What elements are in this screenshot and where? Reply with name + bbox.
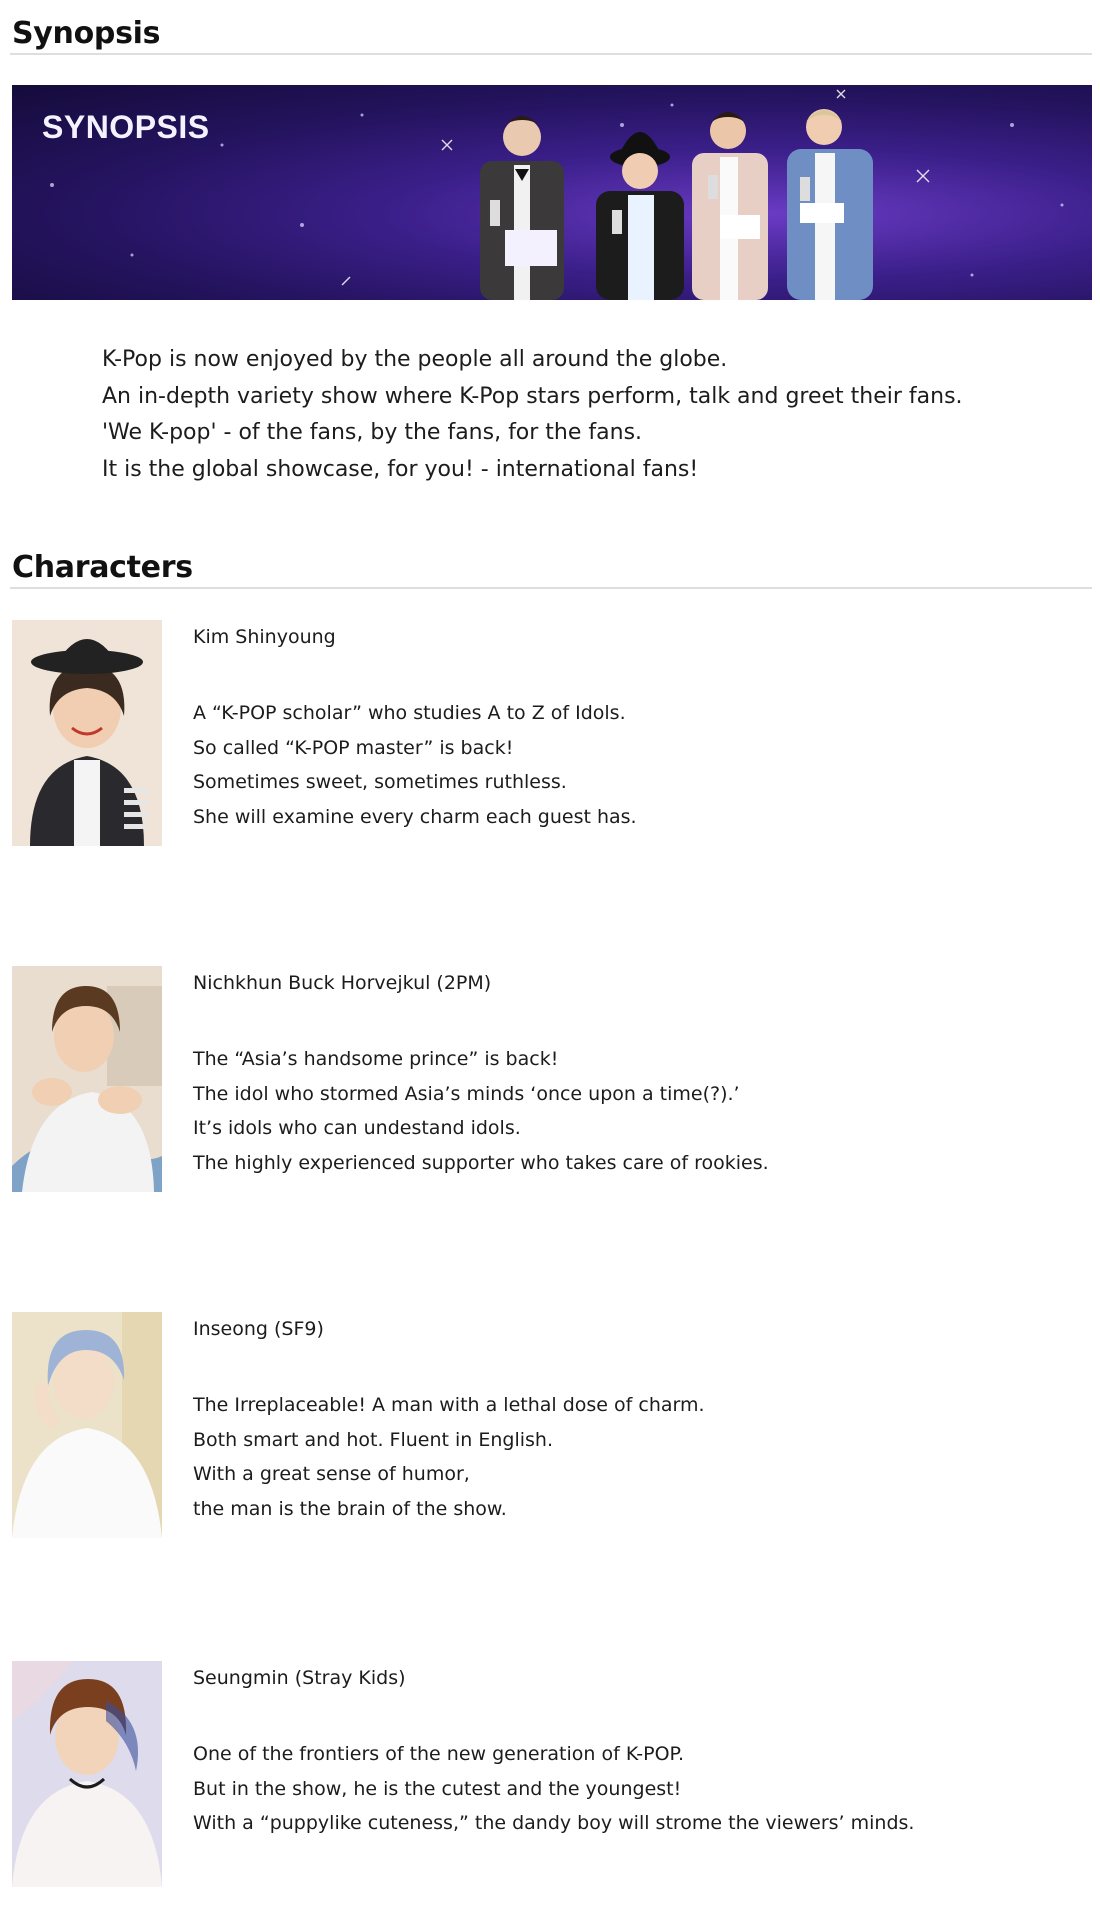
description-line: So called “K-POP master” is back! — [193, 736, 514, 759]
synopsis-line: It is the global showcase, for you! - international fans! — [102, 456, 699, 482]
description-line: the man is the brain of the show. — [193, 1497, 507, 1520]
character-card — [12, 1312, 1092, 1538]
character-name: Nichkhun Buck Horvejkul (2PM) — [193, 972, 492, 994]
description-line: The highly experienced supporter who takes care of rookies. — [193, 1151, 769, 1174]
description-line: It’s idols who can undestand idols. — [193, 1117, 521, 1139]
synopsis-line: K-Pop is now enjoyed by the people all around the globe. — [102, 347, 728, 372]
character-portrait — [12, 1661, 162, 1887]
host-figure-3 — [692, 112, 768, 300]
description-line: Sometimes sweet, sometimes ruthless. — [193, 771, 567, 793]
description-line: One of the frontiers of the new generation of K-POP. — [193, 1743, 685, 1765]
description-line: Both smart and hot. Fluent in English. — [193, 1428, 553, 1451]
description-line: With a “puppylike cuteness,” the dandy boy will strome the viewers’ minds. — [193, 1812, 915, 1834]
character-description — [193, 696, 1073, 834]
character-portrait — [12, 620, 162, 846]
description-line: A “K-POP scholar” who studies A to Z of Idols. — [193, 702, 626, 724]
character-description — [193, 1042, 1073, 1180]
synopsis-divider — [10, 53, 1092, 55]
banner-title: SYNOPSIS — [42, 109, 210, 145]
character-portrait — [12, 966, 162, 1192]
synopsis-line: 'We K-pop' - of the fans, by the fans, for the fans. — [102, 420, 643, 445]
host-figure-1 — [480, 116, 564, 300]
description-line: With a great sense of humor, — [193, 1463, 470, 1485]
description-line: The “Asia’s handsome prince” is back! — [193, 1048, 559, 1070]
characters-divider — [10, 587, 1092, 589]
characters-heading: Characters — [12, 550, 193, 585]
synopsis-line: An in-depth variety show where K-Pop stars perform, talk and greet their fans. — [102, 383, 963, 409]
synopsis-text — [102, 342, 1002, 488]
character-portrait — [12, 1312, 162, 1538]
character-description — [193, 1737, 1073, 1841]
host-figure-2 — [596, 132, 684, 300]
description-line: The Irreplaceable! A man with a lethal dose of charm. — [193, 1394, 705, 1416]
character-card — [12, 620, 1092, 846]
description-line: She will examine every charm each guest has. — [193, 805, 637, 828]
character-card — [12, 966, 1092, 1192]
character-name: Seungmin (Stray Kids) — [193, 1667, 406, 1689]
synopsis-banner — [12, 85, 1092, 300]
description-line: But in the show, he is the cutest and the youngest! — [193, 1777, 682, 1800]
character-card — [12, 1661, 1092, 1887]
character-description — [193, 1388, 1073, 1526]
synopsis-heading: Synopsis — [12, 16, 161, 51]
host-figure-4 — [787, 109, 873, 300]
character-name: Inseong (SF9) — [193, 1318, 324, 1340]
character-name: Kim Shinyoung — [193, 626, 336, 648]
description-line: The idol who stormed Asia’s minds ‘once upon a time(?).’ — [193, 1082, 740, 1105]
